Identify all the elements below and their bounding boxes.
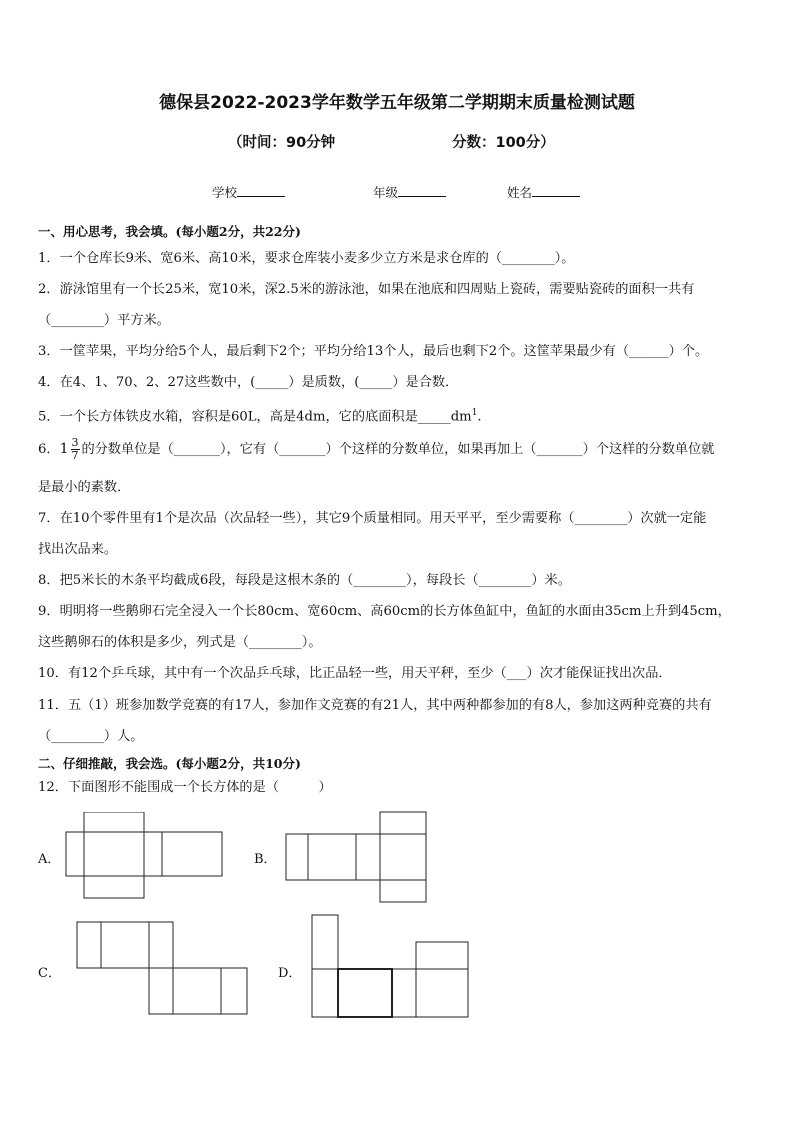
- option-c-label[interactable]: C．: [38, 966, 61, 981]
- question-9-line1: 9．明明将一些鹅卵石完全浸入一个长80cm、宽60cm、高60cm的长方体鱼缸中，鱼缸的水面由35cm上升到45cm，: [38, 604, 731, 619]
- question-2-line1: 2．游泳馆里有一个长25米，宽10米，深2.5米的游泳池，如果在池底和四周贴上瓷砖，需要贴瓷砖的面积一共有: [38, 282, 695, 297]
- question-10: 10．有12个乒乓球，其中有一个次品乒乓球，比正品轻一些，用天平秤，至少（___）次才能保证找出次品．: [38, 666, 672, 681]
- name-label: 姓名: [507, 185, 533, 200]
- question-9-line2: 这些鹅卵石的体积是多少，列式是（________）。: [38, 635, 322, 650]
- question-6-line2: 是最小的素数．: [38, 480, 131, 495]
- question-7-line1: 7．在10个零件里有1个是次品（次品轻一些），其它9个质量相同。用天平平，至少需要称（________）次就一定能: [38, 511, 707, 526]
- name-field: [507, 183, 580, 201]
- question-5-end: .: [477, 409, 482, 425]
- question-4: 4．在4、1、70、2、27这些数中，(_____）是质数，(_____）是合数．: [38, 375, 459, 390]
- question-1: 1．一个仓库长9米、宽6米、高10米，要求仓库装小麦多少立方米是求仓库的（________）。: [38, 251, 575, 266]
- school-blank[interactable]: [237, 184, 285, 197]
- option-d-net[interactable]: [308, 912, 472, 1022]
- option-d-label[interactable]: D．: [278, 966, 302, 981]
- question-7-line2: 找出次品来。: [38, 542, 118, 557]
- fraction-numerator: 3: [71, 436, 79, 449]
- question-11-line2: （________）人。: [38, 729, 144, 744]
- question-5-text: 5．一个长方体铁皮水箱，容积是60L，高是4dm，它的底面积是_____dm: [38, 409, 472, 425]
- fraction-denominator: 7: [71, 449, 79, 462]
- grade-label: 年级: [373, 185, 399, 200]
- question-6-text: 的分数单位是（_______），它有（_______）个这样的分数单位，如果再加上（_______）个这样的分数单位就: [81, 442, 715, 457]
- question-3: 3．一筐苹果，平均分给5个人，最后剩下2个；平均分给13个人，最后也剩下2个。这筐苹果最少有（______）个。: [38, 344, 709, 359]
- question-8: 8．把5米长的木条平均截成6段，每段是这根木条的（________），每段长（________）米。: [38, 573, 571, 588]
- section-2-title: 二、仔细推敲，我会选。(每小题2分，共10分): [38, 756, 301, 771]
- grade-blank[interactable]: [398, 184, 446, 197]
- question-6-line1: [38, 434, 758, 465]
- grade-field: [373, 183, 446, 201]
- exam-score: 分数：100分）: [452, 135, 555, 151]
- option-b-net[interactable]: [284, 810, 432, 906]
- question-11-line1: 11．五（1）班参加数学竞赛的有17人，参加作文竞赛的有21人，其中两种都参加的有8人，参加这两种竞赛的共有: [38, 698, 712, 713]
- option-a-net[interactable]: [64, 812, 226, 900]
- option-a-label[interactable]: A．: [38, 852, 61, 867]
- school-label: 学校: [212, 185, 238, 200]
- option-b-label[interactable]: B．: [254, 852, 277, 867]
- question-6-number: 6．: [38, 442, 60, 457]
- question-12: 12．下面图形不能围成一个长方体的是（ ）: [38, 780, 332, 795]
- fraction: [71, 437, 80, 462]
- page-title: 德保县2022-2023学年数学五年级第二学期期末质量检测试题: [159, 93, 635, 113]
- school-field: [212, 183, 285, 201]
- question-2-line2: （________）平方米。: [38, 313, 170, 328]
- question-5-sup: 1: [471, 408, 478, 418]
- question-5: [38, 398, 758, 432]
- mixed-number-whole: 1: [59, 441, 69, 457]
- name-blank[interactable]: [532, 184, 580, 197]
- exam-time: （时间：90分钟: [228, 135, 336, 151]
- section-1-title: 一、用心思考，我会填。(每小题2分，共22分): [38, 224, 301, 239]
- option-c-net[interactable]: [74, 920, 254, 1018]
